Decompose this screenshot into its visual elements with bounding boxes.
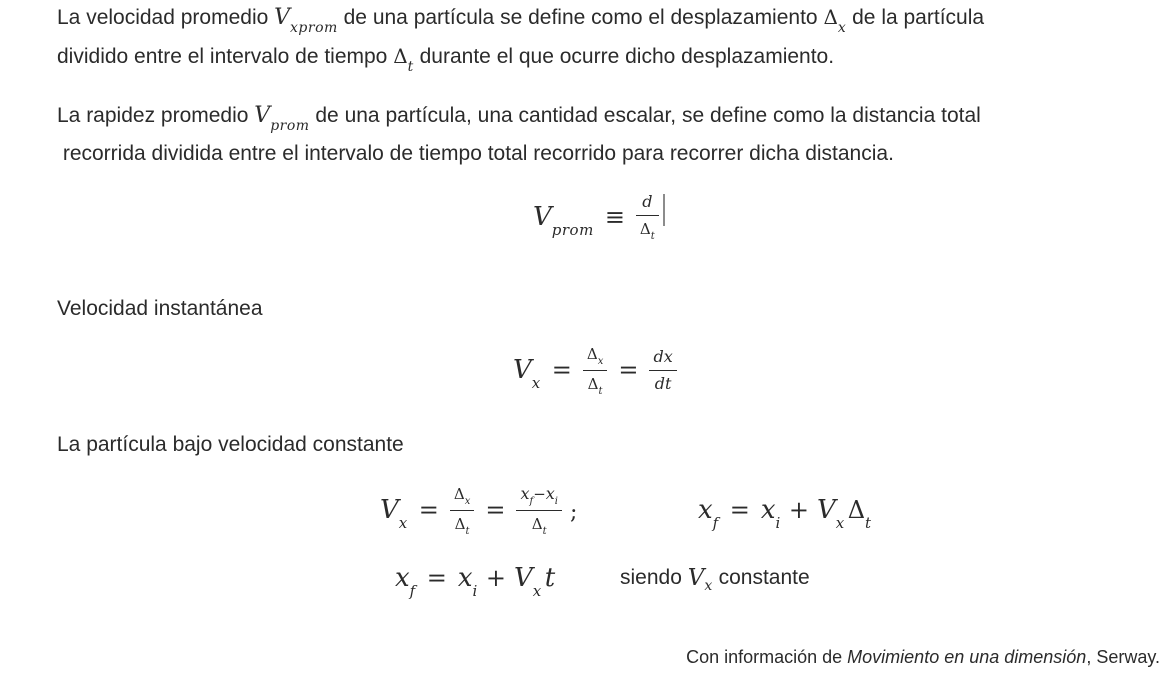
text-segment: de la partícula — [846, 6, 985, 29]
math-subscript: f — [529, 495, 534, 507]
math-symbol-x: x — [760, 495, 776, 525]
math-variable — [513, 563, 542, 600]
math-symbol-x: x — [395, 563, 410, 593]
math-symbol-v: V — [533, 202, 552, 232]
equals-operator: = — [426, 564, 447, 592]
math-variable — [545, 563, 555, 593]
math-subscript: t — [650, 231, 655, 242]
math-subscript: f — [712, 514, 719, 532]
paragraph-line — [57, 38, 984, 77]
math-subscript: t — [598, 385, 603, 397]
math-symbol-x: x — [457, 563, 473, 593]
identical-to-operator: ≡ — [604, 203, 625, 231]
math-subscript: prom — [270, 118, 310, 134]
text-segment: siendo — [620, 566, 688, 589]
fraction-denominator — [516, 510, 562, 537]
equation-velocidad-constante-fracciones[interactable] — [380, 476, 577, 544]
math-subscript: t — [465, 525, 470, 537]
math-variable — [513, 355, 541, 392]
semicolon: ; — [570, 499, 578, 525]
math-subscript: x — [704, 578, 713, 594]
fraction-denominator — [636, 215, 659, 242]
text-segment: La rapidez promedio — [57, 104, 255, 127]
math-symbol-delta: Δ — [453, 484, 465, 503]
math-symbol-delta: Δ — [639, 220, 651, 238]
equals-operator: = — [485, 496, 506, 524]
text-segment: dividido entre el intervalo de tiempo — [57, 45, 394, 68]
math-symbol-v: V — [687, 565, 705, 591]
math-symbol-x: x — [698, 495, 713, 525]
fraction-delta-x-over-delta-t — [450, 484, 474, 537]
math-subscript: t — [407, 59, 414, 75]
paragraph-line — [57, 136, 981, 172]
math-variable — [395, 563, 416, 600]
text-segment: , Serway. — [1086, 647, 1160, 667]
math-symbol-delta: Δ — [823, 5, 838, 29]
fraction-denominator — [583, 370, 607, 397]
math-symbol-dx: dx — [653, 346, 673, 366]
paragraph-velocidad-promedio[interactable] — [57, 0, 984, 77]
fraction-numerator — [636, 192, 659, 215]
math-subscript: prom — [551, 221, 594, 239]
heading-particula-velocidad-constante[interactable]: La partícula bajo velocidad constante — [57, 433, 404, 456]
math-symbol-v: V — [274, 5, 291, 30]
math-symbol-delta: Δ — [587, 374, 599, 393]
fraction-denominator — [450, 510, 474, 537]
math-symbol-delta: Δ — [454, 514, 466, 533]
plus-operator: + — [485, 564, 506, 592]
math-symbol-v: V — [513, 563, 533, 593]
equation-rapidez-promedio[interactable] — [533, 188, 665, 246]
fraction-numerator — [583, 344, 607, 370]
fraction-delta-x-over-delta-t — [583, 344, 607, 397]
math-variable — [457, 563, 478, 600]
fraction-d-over-delta-t — [636, 192, 659, 242]
math-subscript: i — [554, 495, 558, 507]
math-subscript: i — [775, 514, 781, 532]
fraction-numerator — [450, 484, 474, 510]
math-subscript: xprom — [290, 20, 338, 36]
text-segment: Con información de — [686, 647, 848, 667]
text-segment: La velocidad promedio — [57, 6, 275, 29]
equation-velocidad-instantanea[interactable] — [513, 338, 677, 402]
math-variable — [847, 496, 872, 532]
math-subscript: t — [542, 525, 547, 537]
math-symbol-delta: Δ — [393, 44, 408, 68]
math-variable — [698, 495, 719, 532]
math-symbol-x: x — [545, 483, 555, 503]
math-subscript: x — [531, 374, 541, 392]
math-variable — [816, 495, 845, 532]
fraction-denominator — [649, 370, 676, 394]
math-variable — [760, 495, 781, 532]
math-symbol-v: V — [816, 495, 836, 525]
math-symbol-delta: Δ — [586, 344, 598, 363]
math-symbol-delta: Δ — [847, 496, 866, 524]
paragraph-line — [57, 98, 981, 136]
math-symbol-x: x — [520, 483, 530, 503]
equation-posicion-final-tiempo[interactable] — [395, 556, 555, 600]
math-symbol-d: d — [642, 192, 653, 211]
math-symbol-v: V — [380, 495, 399, 525]
text-segment: durante el que ocurre dicho desplazamiento. — [413, 45, 835, 68]
equals-operator: = — [551, 356, 572, 384]
math-subscript: t — [865, 514, 872, 532]
source-title: Movimiento en una dimensión — [847, 647, 1087, 667]
math-variable — [533, 202, 594, 239]
text-segment: de una partícula se define como el desplazamiento — [337, 6, 824, 29]
plus-operator: + — [788, 496, 809, 524]
text-cursor — [663, 194, 665, 226]
math-symbol-v: V — [513, 355, 532, 385]
math-subscript: x — [464, 495, 471, 507]
equals-operator: = — [618, 356, 639, 384]
math-symbol-delta: Δ — [531, 514, 543, 533]
footer-attribution[interactable] — [0, 626, 1160, 689]
heading-velocidad-instantanea[interactable]: Velocidad instantánea — [57, 297, 263, 320]
fraction-dx-over-dt — [649, 347, 676, 394]
paragraph-rapidez-promedio[interactable] — [57, 98, 981, 172]
equals-operator: = — [418, 496, 439, 524]
minus-operator: − — [533, 484, 546, 503]
math-subscript: i — [472, 582, 478, 600]
math-subscript: x — [597, 355, 604, 367]
fraction-numerator — [649, 347, 676, 370]
paragraph-line — [57, 0, 984, 38]
math-symbol-dt: dt — [654, 373, 672, 393]
math-subscript: x — [398, 514, 408, 532]
text-segment: recorrida dividida entre el intervalo de tiempo total recorrido para recorrer dicha distancia. — [57, 142, 894, 165]
math-subscript: x — [837, 20, 847, 36]
equation-posicion-final-delta[interactable] — [698, 476, 872, 544]
math-subscript: x — [532, 582, 542, 600]
math-subscript: f — [409, 582, 416, 600]
math-symbol-t: t — [544, 563, 556, 593]
math-subscript: x — [835, 514, 845, 532]
fraction-xf-minus-xi-over-delta-t — [516, 484, 562, 537]
text-segment: constante — [712, 566, 810, 589]
equals-operator: = — [729, 496, 750, 524]
text-segment: de una partícula, una cantidad escalar, se define como la distancia total — [309, 104, 981, 127]
math-symbol-v: V — [254, 103, 271, 128]
fraction-numerator — [516, 484, 562, 510]
note-siendo-constante[interactable] — [620, 556, 810, 600]
math-variable — [380, 495, 408, 532]
